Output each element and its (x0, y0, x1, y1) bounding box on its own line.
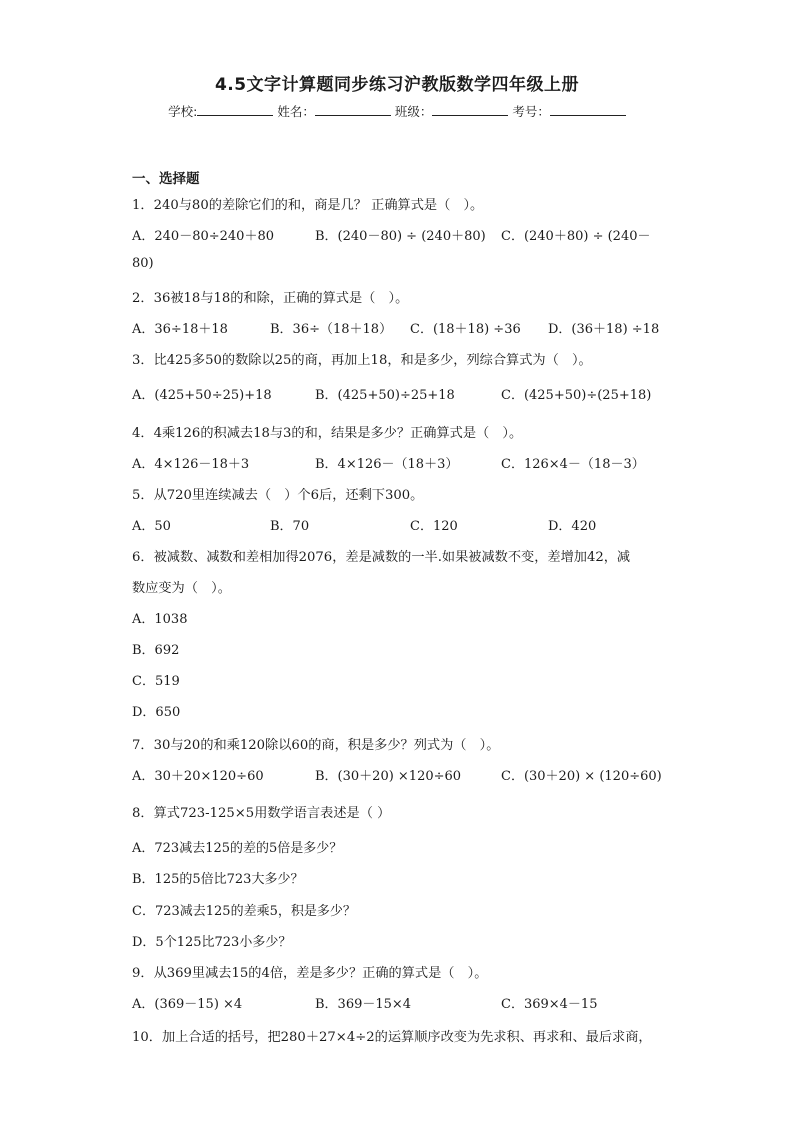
question-7-option-b[interactable]: B．(30＋20) ×120÷60 (315, 769, 462, 784)
question-9-option-a[interactable]: A．(369－15) ×4 (132, 997, 243, 1012)
question-2-option-d[interactable]: D．(36＋18) ÷18 (548, 322, 660, 337)
school-blank[interactable] (197, 103, 273, 116)
question-8-option-b[interactable]: B．125的5倍比723大多少？ (132, 872, 304, 887)
question-4-stem: 4．4乘126的积减去18与3的和，结果是多少？正确算式是（ ）。 (132, 426, 523, 441)
student-info-row (0, 102, 794, 120)
question-10-stem: 10．加上合适的括号，把280＋27×4÷2的运算顺序改变为先求积、再求和、最后求商， (132, 1030, 652, 1045)
question-6-option-d[interactable]: D．650 (132, 705, 181, 720)
question-4-option-a[interactable]: A．4×126－18＋3 (132, 457, 250, 472)
question-1-option-a[interactable]: A．240－80÷240＋80 (132, 229, 274, 244)
question-9-option-c[interactable]: C．369×4－15 (501, 997, 598, 1012)
question-7-option-c[interactable]: C．(30＋20) × (120÷60) (501, 769, 662, 784)
class-blank[interactable] (432, 103, 508, 116)
exam-no-blank[interactable] (550, 103, 626, 116)
question-5-option-b[interactable]: B．70 (270, 519, 310, 534)
question-3-option-c[interactable]: C．(425+50)÷(25+18) (501, 388, 652, 403)
question-6-stem-line-2: 数应变为（ ）。 (132, 581, 231, 596)
exam-no-label: 考号： (512, 104, 550, 119)
question-1-option-b[interactable]: B．(240－80) ÷ (240＋80) (315, 229, 486, 244)
question-4-option-b[interactable]: B．4×126－（18＋3） (315, 457, 459, 472)
name-blank[interactable] (315, 103, 391, 116)
question-6-option-a[interactable]: A．1038 (132, 612, 188, 627)
question-8-option-d[interactable]: D．5个125比723小多少？ (132, 935, 292, 950)
question-1-option-c-continued: 80) (132, 256, 154, 271)
page-title: 4.5文字计算题同步练习沪教版数学四年级上册 (214, 75, 580, 95)
question-3-stem: 3．比425多50的数除以25的商，再加上18，和是多少，列综合算式为（ ）。 (132, 353, 592, 368)
question-8-stem: 8．算式723-125×5用数学语言表述是（ ） (132, 806, 391, 821)
question-5-option-c[interactable]: C．120 (410, 519, 458, 534)
question-2-option-b[interactable]: B．36÷（18＋18） (270, 322, 393, 337)
question-1-stem: 1．240与80的差除它们的和，商是几？ 正确算式是（ ）。 (132, 198, 484, 213)
question-6-option-c[interactable]: C．519 (132, 674, 180, 689)
question-5-option-a[interactable]: A．50 (132, 519, 171, 534)
question-3-option-b[interactable]: B．(425+50)÷25+18 (315, 388, 455, 403)
class-label: 班级： (394, 104, 433, 119)
question-1-option-c[interactable]: C．(240＋80) ÷ (240－ (501, 229, 651, 244)
question-2-stem: 2．36被18与18的和除，正确的算式是（ ）。 (132, 291, 409, 306)
name-label: 姓名： (277, 104, 315, 119)
question-9-option-b[interactable]: B．369－15×4 (315, 997, 412, 1012)
question-3-option-a[interactable]: A．(425+50÷25)+18 (132, 388, 272, 403)
school-label: 学校: (168, 104, 198, 119)
question-9-stem: 9．从369里减去15的4倍，差是多少？正确的算式是（ ）。 (132, 966, 488, 981)
question-8-option-c[interactable]: C．723减去125的差乘5，积是多少？ (132, 904, 356, 919)
question-2-option-a[interactable]: A．36÷18＋18 (132, 322, 228, 337)
section-heading: 一、选择题 (132, 171, 200, 187)
question-5-option-d[interactable]: D．420 (548, 519, 597, 534)
question-2-option-c[interactable]: C．(18＋18) ÷36 (410, 322, 521, 337)
question-5-stem: 5．从720里连续减去（ ）个6后，还剩下300。 (132, 488, 424, 503)
question-7-stem: 7．30与20的和乘120除以60的商，积是多少？列式为（ ）。 (132, 738, 500, 753)
question-6-option-b[interactable]: B．692 (132, 643, 180, 658)
question-8-option-a[interactable]: A．723减去125的差的5倍是多少？ (132, 841, 343, 856)
question-6-stem-line-1: 6．被减数、减数和差相加得2076，差是减数的一半.如果被减数不变，差增加42，减 (132, 550, 631, 565)
question-7-option-a[interactable]: A．30＋20×120÷60 (132, 769, 264, 784)
question-4-option-c[interactable]: C．126×4－（18－3） (501, 457, 645, 472)
